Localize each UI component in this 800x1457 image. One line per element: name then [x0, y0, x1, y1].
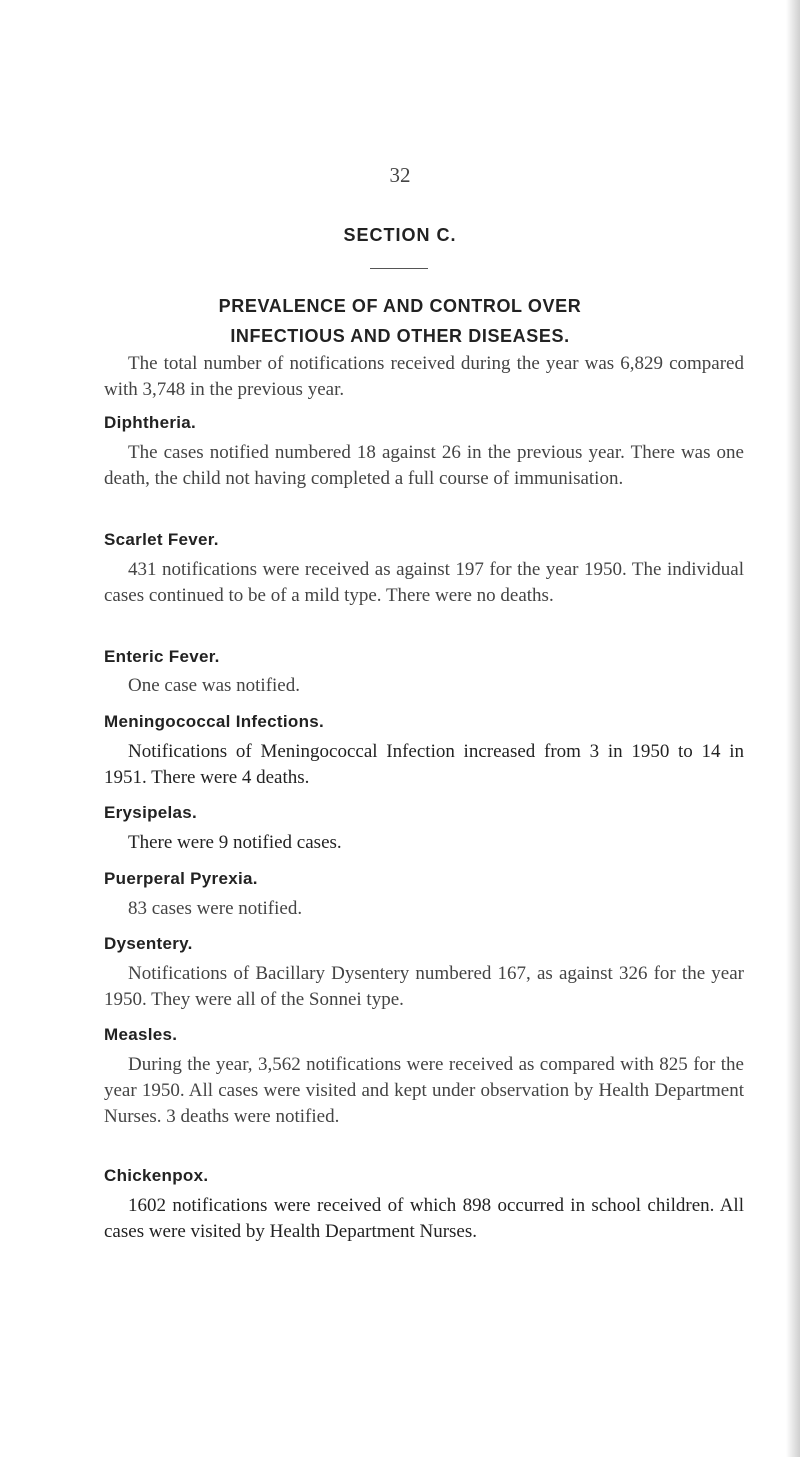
paragraph-dysentery: Notifications of Bacillary Dysentery numbered 167, as against 326 for the year 1950. They were all of the Sonnei type. — [104, 963, 744, 1010]
heading-meningococcal: Meningococcal Infections. — [104, 712, 325, 731]
paragraph-chickenpox: 1602 notifications were received of which 898 occurred in school children. All cases were visited by Health Department Nurses. — [104, 1195, 744, 1242]
page-edge-shadow — [786, 0, 800, 1457]
intro-paragraph: The total number of notifications received during the year was 6,829 compared with 3,748 in the previous year. — [104, 353, 744, 400]
main-title — [0, 291, 800, 351]
page-number: 32 — [389, 163, 411, 187]
paragraph-scarlet-fever: 431 notifications were received as against 197 for the year 1950. The individual cases continued to be of a mild type. There were no deaths. — [104, 559, 744, 606]
section-title: SECTION C. — [343, 225, 457, 245]
paragraph-measles: During the year, 3,562 notifications were received as compared with 825 for the year 1950. All cases were visited and kept under observation by Health Department Nurses. 3 deaths were notified. — [104, 1054, 744, 1127]
paragraph-erysipelas: There were 9 notified cases. — [128, 832, 342, 853]
paragraph-meningococcal: Notifications of Meningococcal Infection increased from 3 in 1950 to 14 in 1951. There were 4 deaths. — [104, 741, 744, 788]
heading-measles: Measles. — [104, 1025, 178, 1044]
heading-scarlet-fever: Scarlet Fever. — [104, 530, 219, 549]
paragraph-diphtheria: The cases notified numbered 18 against 26 in the previous year. There was one death, the child not having completed a full course of immunisation. — [104, 442, 744, 489]
divider-rule — [370, 268, 428, 269]
paragraph-puerperal-pyrexia: 83 cases were notified. — [128, 898, 303, 919]
main-title-line-2: INFECTIOUS AND OTHER DISEASES. — [230, 326, 570, 346]
paragraph-enteric-fever: One case was notified. — [128, 675, 300, 696]
heading-erysipelas: Erysipelas. — [104, 803, 198, 822]
heading-puerperal-pyrexia: Puerperal Pyrexia. — [104, 869, 258, 888]
heading-dysentery: Dysentery. — [104, 934, 193, 953]
heading-enteric-fever: Enteric Fever. — [104, 647, 220, 666]
main-title-line-1: PREVALENCE OF AND CONTROL OVER — [218, 296, 582, 316]
heading-chickenpox: Chickenpox. — [104, 1166, 209, 1185]
heading-diphtheria: Diphtheria. — [104, 413, 197, 432]
